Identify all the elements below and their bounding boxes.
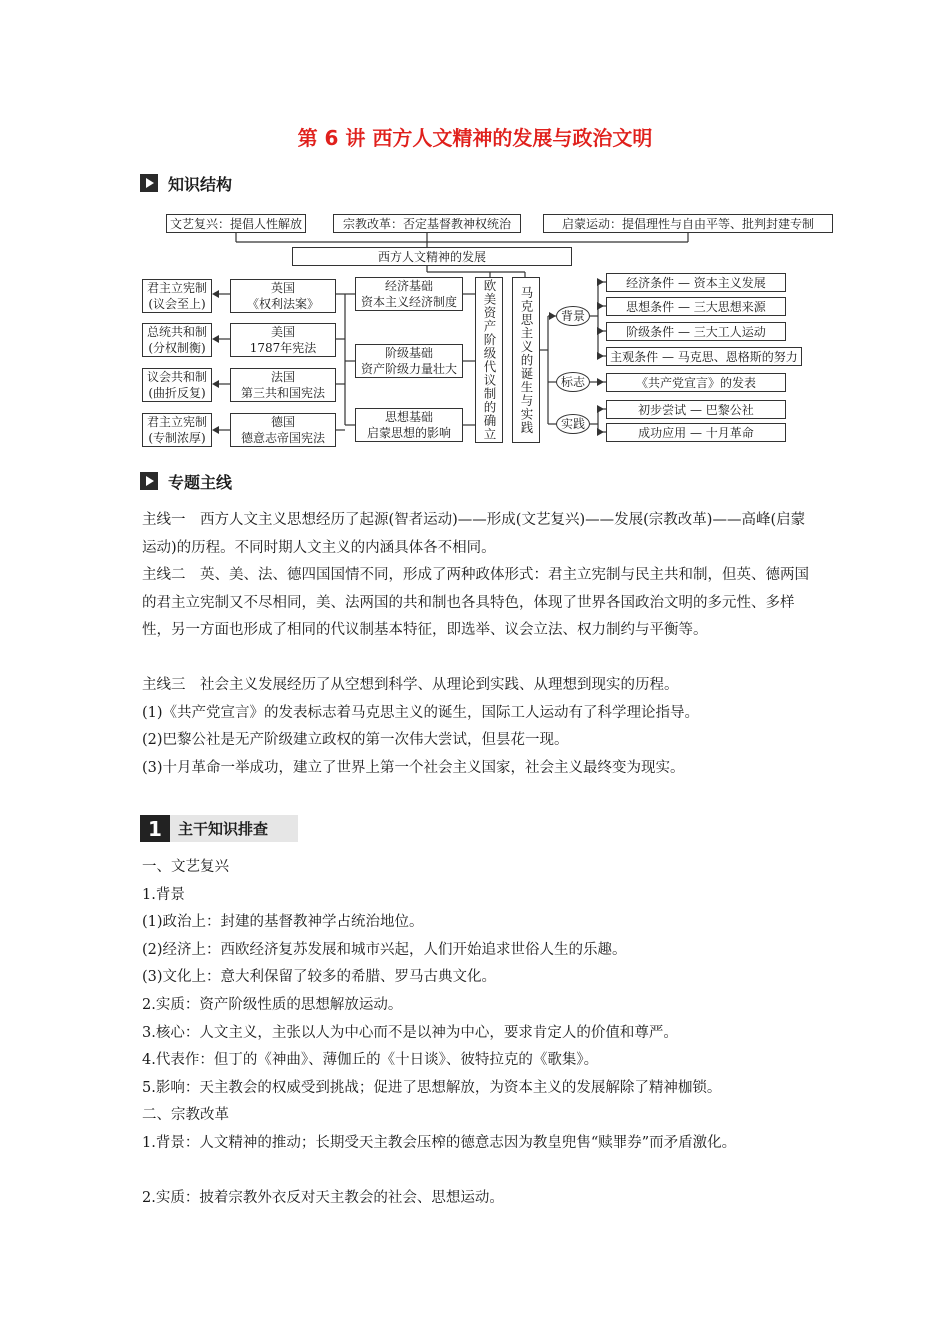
diagram-top-renaissance: 文艺复兴：提倡人性解放	[166, 214, 306, 233]
mainline-paragraph: 主线三 社会主义发展经历了从空想到科学、从理论到实践、从理想到现实的历程。	[142, 677, 679, 693]
content-line: 二、宗教改革	[142, 1107, 229, 1123]
diagram-vertical-representative-system: 欧美资产阶级代议制的确立	[475, 277, 503, 443]
content-line: 4.代表作：但丁的《神曲》、薄伽丘的《十日谈》、彼特拉克的《歌集》。	[142, 1052, 599, 1068]
section-heading-label: 专题主线	[168, 472, 233, 492]
diagram-basis-box: 阶级基础 资产阶级力量壮大	[355, 344, 463, 378]
diagram-country-box: 美国 1787年宪法	[230, 323, 336, 357]
mainline-paragraph: 主线二 英、美、法、德四国国情不同，形成了两种政体形式：君主立宪制与民主共和制，但英、德两国的君主立宪制又不尽相同，美、法两国的共和制也各具特色，体现了世界各国政治文明的多元性、多样性，另一方面也形成了相同的代议制基本特征，即选举、议会立法、权力制约与平衡等。	[142, 567, 809, 638]
content-line: 3.核心：人文主义，主张以人为中心而不是以神为中心，要求肯定人的价值和尊严。	[142, 1025, 678, 1041]
diagram-country-box: 法国 第三共和国宪法	[230, 368, 336, 402]
content-line: 2.实质：披着宗教外衣反对天主教会的社会、思想运动。	[142, 1190, 504, 1206]
section-banner-label: 主干知识排查	[178, 820, 269, 838]
content-line: (3)文化上：意大利保留了较多的希腊、罗马古典文化。	[142, 969, 497, 985]
section-heading-label: 知识结构	[168, 174, 233, 194]
content-line: (2)经济上：西欧经济复苏发展和城市兴起，人们开始追求世俗人生的乐趣。	[142, 942, 627, 958]
diagram-right-box: 思想条件 — 三大思想来源	[606, 297, 786, 316]
diagram-left-box: 总统共和制 (分权制衡)	[142, 323, 212, 357]
diagram-oval-symbol: 标志	[556, 372, 590, 392]
diagram-center: 西方人文精神的发展	[292, 247, 572, 266]
section-heading-mainline	[140, 470, 232, 492]
section-banner-check	[140, 815, 298, 842]
content-line: 1.背景	[142, 887, 185, 903]
mainline-paragraph: 主线一 西方人文主义思想经历了起源(智者运动)——形成(文艺复兴)——发展(宗教改革)——高峰(启蒙运动)的历程。不同时期人文主义的内涵具体各不相同。	[142, 512, 806, 556]
diagram-right-box: 初步尝试 — 巴黎公社	[606, 400, 786, 419]
mainline-paragraph: (3)十月革命一举成功，建立了世界上第一个社会主义国家，社会主义最终变为现实。	[142, 760, 685, 776]
content-line: 1.背景：人文精神的推动；长期受天主教会压榨的德意志因为教皇兜售“赎罪券”而矛盾激化。	[142, 1135, 737, 1151]
diagram-left-box: 君主立宪制 (专制浓厚)	[142, 413, 212, 447]
diagram-right-box: 主观条件 — 马克思、恩格斯的努力	[606, 347, 802, 366]
content-line: 2.实质：资产阶级性质的思想解放运动。	[142, 997, 403, 1013]
diagram-basis-box: 思想基础 启蒙思想的影响	[355, 408, 463, 442]
diagram-right-box: 《共产党宣言》的发表	[606, 373, 786, 392]
content-line: 5.影响：天主教会的权威受到挑战；促进了思想解放，为资本主义的发展解除了精神枷锁。	[142, 1080, 722, 1096]
diagram-right-box: 阶级条件 — 三大工人运动	[606, 322, 786, 341]
page-title: 第 6 讲 西方人文精神的发展与政治文明	[297, 126, 653, 150]
diagram-country-box: 英国 《权利法案》	[230, 279, 336, 313]
mainline-paragraph: (1)《共产党宣言》的发表标志着马克思主义的诞生，国际工人运动有了科学理论指导。	[142, 705, 700, 721]
diagram-left-box: 议会共和制 (曲折反复)	[142, 368, 212, 402]
mainline-paragraph: (2)巴黎公社是无产阶级建立政权的第一次伟大尝试，但昙花一现。	[142, 732, 569, 748]
diagram-vertical-marxism: 马克思主义的诞生与实践	[512, 277, 540, 443]
diagram-oval-background: 背景	[556, 306, 590, 326]
section-number-badge: 1	[140, 815, 170, 842]
content-line: (1)政治上：封建的基督教神学占统治地位。	[142, 914, 424, 930]
diagram-left-box: 君主立宪制 (议会至上)	[142, 279, 212, 313]
diagram-right-box: 成功应用 — 十月革命	[606, 423, 786, 442]
diagram-top-reformation: 宗教改革：否定基督教神权统治	[333, 214, 521, 233]
diagram-top-enlightenment: 启蒙运动：提倡理性与自由平等、批判封建专制	[543, 214, 833, 233]
play-triangle-icon	[140, 472, 158, 490]
diagram-basis-box: 经济基础 资本主义经济制度	[355, 277, 463, 311]
content-line: 一、文艺复兴	[142, 859, 229, 875]
diagram-oval-practice: 实践	[556, 414, 590, 434]
diagram-country-box: 德国 德意志帝国宪法	[230, 413, 336, 447]
diagram-right-box: 经济条件 — 资本主义发展	[606, 273, 786, 292]
